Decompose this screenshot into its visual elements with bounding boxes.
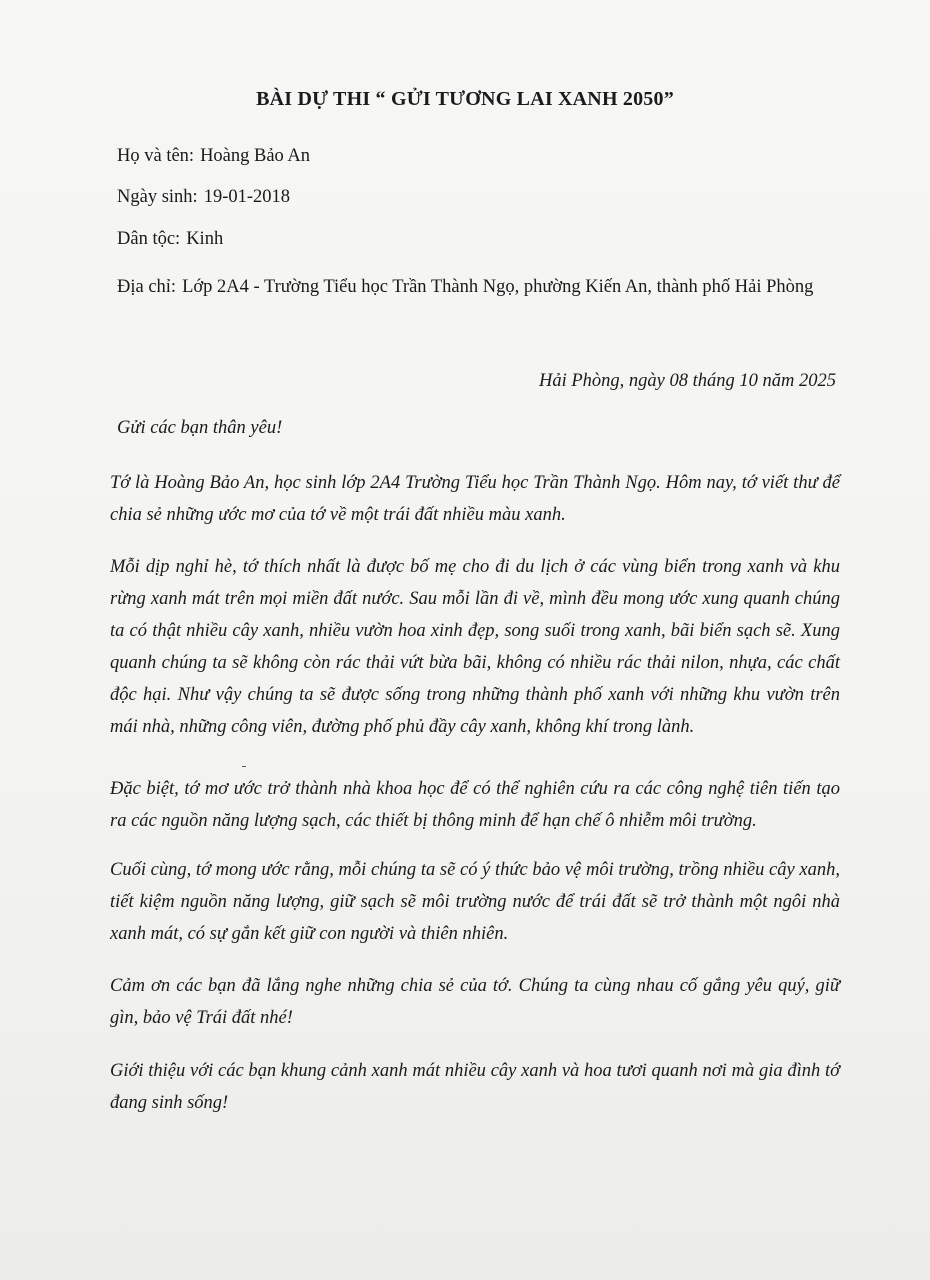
paragraph-scientist-dream: Đặc biệt, tớ mơ ước trở thành nhà khoa học để có thể nghiên cứu ra các công nghệ tiên tiến tạo ra các nguồn năng lượng sạch, các thiết bị thông minh để hạn chế ô nhiễm môi trường. <box>110 779 840 831</box>
ethnicity-value: Kinh <box>186 229 224 249</box>
name-label: Họ và tên: <box>117 146 195 166</box>
paragraph-introduction-scenery: Giới thiệu với các bạn khung cảnh xanh mát nhiều cây xanh và hoa tươi quanh nơi mà gia đình tớ đang sinh sống! <box>110 1061 840 1113</box>
paragraph-intro: Tớ là Hoàng Bảo An, học sinh lớp 2A4 Trường Tiểu học Trần Thành Ngọ. Hôm nay, tớ viết thư để chia sẻ những ước mơ của tớ về một trái đất nhiều màu xanh. <box>110 473 840 525</box>
page-title: BÀI DỰ THI “ GỬI TƯƠNG LAI XANH 2050” <box>256 88 674 110</box>
name-value: Hoàng Bảo An <box>200 146 311 166</box>
place-date-line: Hải Phòng, ngày 08 tháng 10 năm 2025 <box>538 371 836 391</box>
ink-speck <box>242 766 246 767</box>
address-line <box>117 277 813 298</box>
dob-value: 19-01-2018 <box>203 187 291 207</box>
name-line <box>117 146 310 167</box>
greeting: Gửi các bạn thân yêu! <box>117 418 283 438</box>
dob-label: Ngày sinh: <box>117 187 198 207</box>
paragraph-conclusion: Cuối cùng, tớ mong ước rằng, mỗi chúng ta sẽ có ý thức bảo vệ môi trường, trồng nhiều cây xanh, tiết kiệm nguồn năng lượng, giữ sạch sẽ môi trường nước để trái đất sẽ trở thành một ngôi nhà xanh mát, có sự gắn kết giữ con người và thiên nhiên. <box>110 860 840 944</box>
dob-line <box>117 187 290 208</box>
address-value: Lớp 2A4 - Trường Tiểu học Trần Thành Ngọ, phường Kiến An, thành phố Hải Phòng <box>182 277 814 297</box>
paragraph-summer-dream: Mỗi dịp nghỉ hè, tớ thích nhất là được bố mẹ cho đi du lịch ở các vùng biển trong xanh và khu rừng xanh mát trên mọi miền đất nước. Sau mỗi lần đi về, mình đều mong ước xung quanh chúng ta có thật nhiều cây xanh, nhiều vườn hoa xinh đẹp, song suối trong xanh, bãi biển sạch sẽ. Xung quanh chúng ta sẽ không còn rác thải vứt bừa bãi, không có nhiều rác thải nilon, nhựa, các chất độc hại. Như vậy chúng ta sẽ được sống trong những thành phố xanh với những khu vườn trên mái nhà, những công viên, đường phố phủ đầy cây xanh, không khí trong lành. <box>110 557 840 737</box>
paragraph-thanks: Cảm ơn các bạn đã lắng nghe những chia sẻ của tớ. Chúng ta cùng nhau cố gắng yêu quý, giữ gìn, bảo vệ Trái đất nhé! <box>110 976 840 1028</box>
address-label: Địa chỉ: <box>117 277 177 297</box>
ethnicity-label: Dân tộc: <box>117 229 181 249</box>
ethnicity-line <box>117 229 223 250</box>
